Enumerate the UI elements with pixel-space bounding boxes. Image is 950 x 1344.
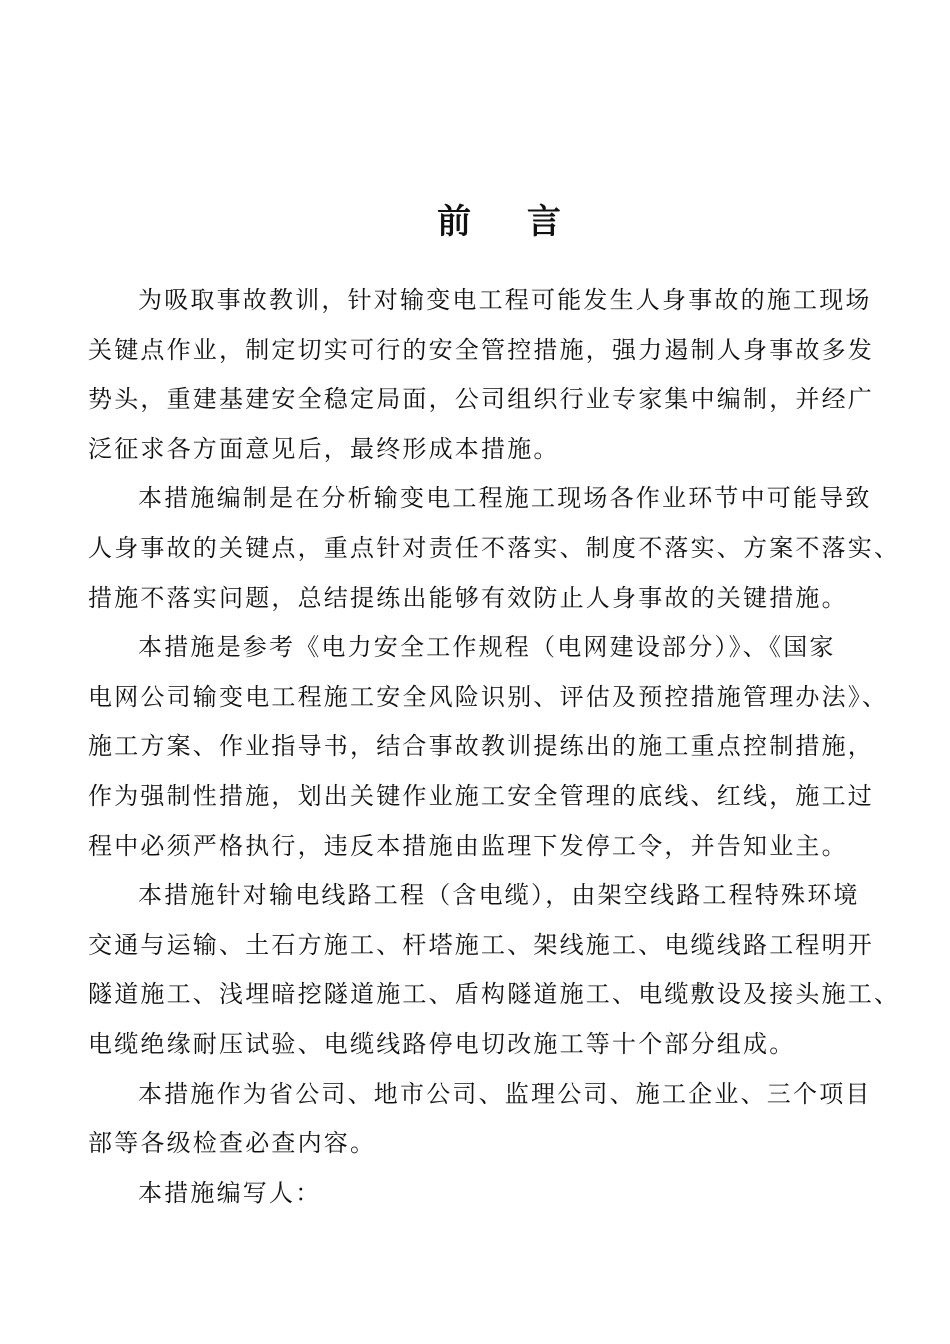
paragraph-line: 本措施作为省公司、地市公司、监理公司、施工企业、三个项目: [138, 1079, 872, 1108]
page-title: 前 言: [437, 202, 583, 242]
paragraph-5: [88, 1070, 878, 1169]
paragraph-line: 关键点作业，制定切实可行的安全管控措施，强力遏制人身事故多发: [88, 335, 874, 364]
paragraph-line: 部等各级检查必查内容。: [88, 1129, 377, 1158]
paragraph-line: 措施不落实问题，总结提练出能够有效防止人身事故的关键措施。: [88, 583, 848, 612]
body-text: [88, 276, 901, 1218]
paragraph-line: 本措施是参考《电力安全工作规程（电网建设部分）》、《国家: [138, 633, 836, 662]
paragraph-2: [88, 474, 901, 623]
paragraph-line: 为吸取事故教训，针对输变电工程可能发生人身事故的施工现场: [138, 286, 872, 314]
paragraph-line: 作为强制性措施，划出关键作业施工安全管理的底线、红线，施工过: [88, 781, 874, 810]
paragraph-line: 泛征求各方面意见后，最终形成本措施。: [88, 434, 560, 463]
paragraph-line: 本措施编写人：: [138, 1178, 322, 1207]
paragraph-line: 本措施编制是在分析输变电工程施工现场各作业环节中可能导致: [138, 484, 872, 513]
paragraph-line: 人身事故的关键点，重点针对责任不落实、制度不落实、方案不落实、: [88, 533, 901, 562]
paragraph-line: 交通与运输、土石方施工、杆塔施工、架线施工、电缆线路工程明开: [88, 930, 874, 959]
paragraph-line: 电缆绝缘耐压试验、电缆线路停电切改施工等十个部分组成。: [88, 1029, 796, 1058]
paragraph-1: [88, 276, 878, 474]
paragraph-line: 本措施针对输电线路工程（含电缆），由架空线路工程特殊环境: [138, 881, 860, 910]
paragraph-6: [88, 1169, 878, 1219]
paragraph-line: 势头，重建基建安全稳定局面，公司组织行业专家集中编制，并经广: [88, 385, 874, 414]
paragraph-line: 电网公司输变电工程施工安全风险识别、评估及预控措施管理办法》、: [88, 682, 889, 711]
paragraph-line: 施工方案、作业指导书，结合事故教训提练出的施工重点控制措施，: [88, 732, 874, 761]
paragraph-line: 程中必须严格执行，违反本措施由监理下发停工令，并告知业主。: [88, 831, 848, 860]
paragraph-3: [88, 623, 889, 871]
paragraph-line: 隧道施工、浅埋暗挖隧道施工、盾构隧道施工、电缆敷设及接头施工、: [88, 980, 901, 1009]
paragraph-4: [88, 871, 901, 1069]
